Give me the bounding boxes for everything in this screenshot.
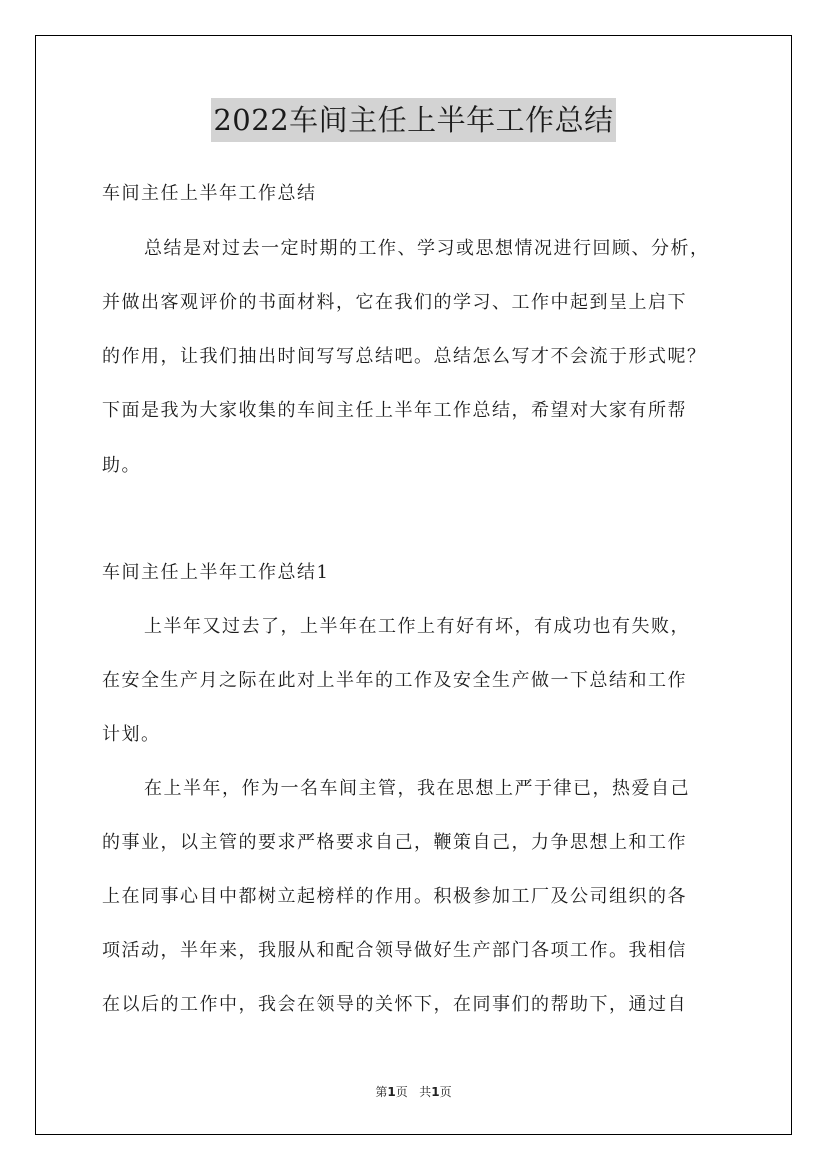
paragraph-line: 上在同事心目中都树立起榜样的作用。积极参加工厂及公司组织的各 — [102, 886, 687, 907]
title-container — [0, 98, 827, 142]
page-label-prefix: 第 — [375, 1085, 388, 1099]
paragraph-line: 项活动，半年来，我服从和配合领导做好生产部门各项工作。我相信 — [102, 940, 687, 961]
paragraph-line: 计划。 — [102, 724, 161, 745]
paragraph-line: 在安全生产月之际在此对上半年的工作及安全生产做一下总结和工作 — [102, 670, 687, 691]
paragraph-line: 助。 — [102, 455, 141, 476]
paragraph-line: 上半年又过去了，上半年在工作上有好有坏，有成功也有失败， — [144, 616, 690, 637]
page-label-suffix: 页 — [395, 1085, 408, 1099]
paragraph-line: 的事业，以主管的要求严格要求自己，鞭策自己，力争思想上和工作 — [102, 832, 687, 853]
paragraph-line: 总结是对过去一定时期的工作、学习或思想情况进行回顾、分析， — [144, 238, 710, 259]
page-footer — [0, 1083, 827, 1100]
total-pages: 1 — [431, 1085, 440, 1099]
section-heading: 车间主任上半年工作总结1 — [102, 562, 330, 583]
document-title: 2022车间主任上半年工作总结 — [211, 98, 615, 142]
section-heading: 车间主任上半年工作总结 — [102, 183, 317, 204]
paragraph-line: 并做出客观评价的书面材料，它在我们的学习、工作中起到呈上启下 — [102, 292, 687, 313]
paragraph-line: 下面是我为大家收集的车间主任上半年工作总结，希望对大家有所帮 — [102, 400, 687, 421]
paragraph-line: 的作用，让我们抽出时间写写总结吧。总结怎么写才不会流于形式呢？ — [102, 346, 707, 367]
paragraph-line: 在上半年，作为一名车间主管，我在思想上严于律已，热爱自己 — [144, 778, 690, 799]
total-suffix: 页 — [439, 1085, 452, 1099]
paragraph-line: 在以后的工作中，我会在领导的关怀下，在同事们的帮助下，通过自 — [102, 994, 687, 1015]
total-prefix: 共 — [419, 1085, 432, 1099]
page-number: 1 — [387, 1085, 396, 1099]
